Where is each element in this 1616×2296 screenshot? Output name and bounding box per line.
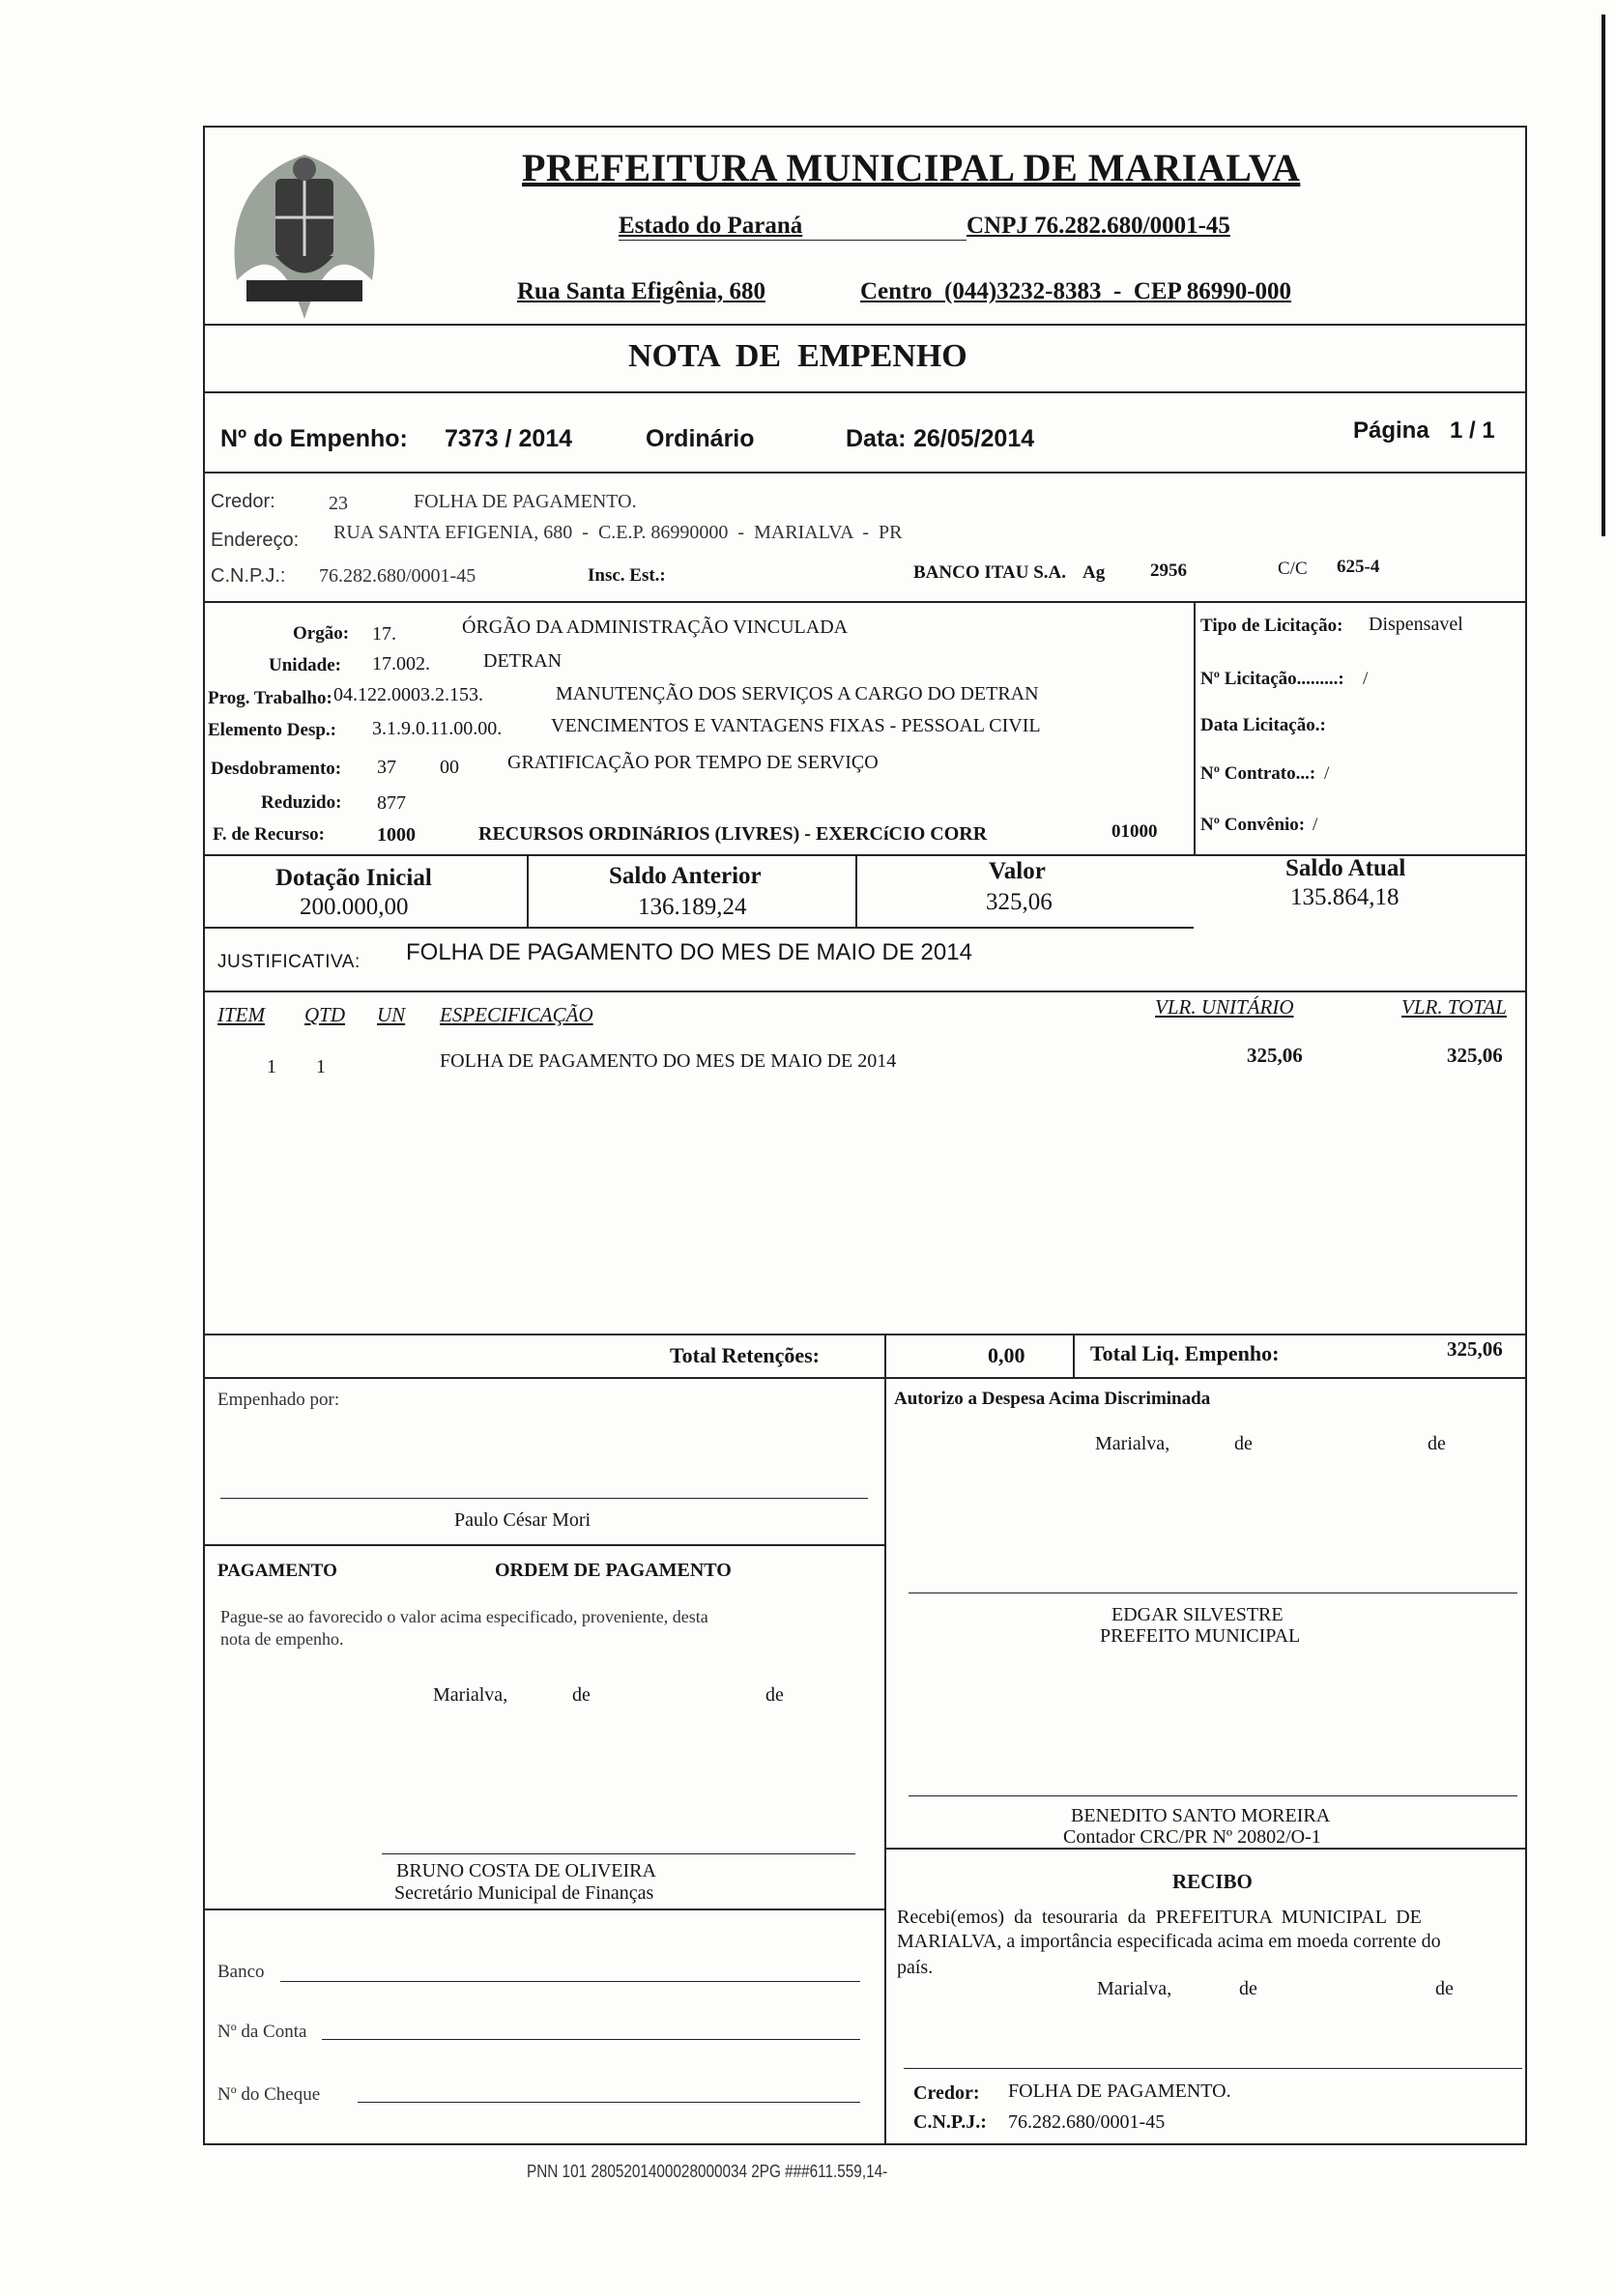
table-cell-qtd: 1 xyxy=(316,1056,326,1077)
divider xyxy=(203,1334,1527,1335)
recurso-code: 1000 xyxy=(377,824,416,846)
divider xyxy=(203,927,1194,929)
divider xyxy=(884,1377,886,2145)
conta-label: Nº da Conta xyxy=(217,2022,307,2042)
credor-name: FOLHA DE PAGAMENTO. xyxy=(414,491,637,512)
recibo-text-1: Recebi(emos) da tesouraria da PREFEITURA MUNICIPAL DE xyxy=(897,1907,1422,1928)
convenio: / xyxy=(1313,815,1318,835)
municipal-crest-icon xyxy=(208,135,401,338)
desdobramento-name: GRATIFICAÇÃO POR TEMPO DE SERVIÇO xyxy=(507,752,879,773)
autorizo-place: Marialva, xyxy=(1095,1433,1170,1454)
recurso-number: 01000 xyxy=(1111,821,1158,842)
prefeito-name: EDGAR SILVESTRE xyxy=(1111,1604,1284,1625)
divider xyxy=(203,601,1527,603)
recibo-place: Marialva, xyxy=(1097,1978,1172,1999)
col-header-especificacao: ESPECIFICAÇÃO xyxy=(440,1003,593,1026)
recibo-cnpj: 76.282.680/0001-45 xyxy=(1008,2111,1166,2133)
licitacao-type: Dispensavel xyxy=(1369,614,1463,635)
ordem-pagamento-label: ORDEM DE PAGAMENTO xyxy=(495,1560,732,1581)
divider xyxy=(527,854,529,927)
dotacao-value: 200.000,00 xyxy=(300,894,409,920)
contract: / xyxy=(1324,763,1330,784)
banco-line xyxy=(280,1981,860,1982)
valor-value: 325,06 xyxy=(986,889,1053,915)
elemento-code: 3.1.9.0.11.00.00. xyxy=(372,718,503,739)
saldo-atual-label: Saldo Atual xyxy=(1285,855,1406,881)
pagamento-text-2: nota de empenho. xyxy=(220,1629,344,1649)
pagamento-place: Marialva, xyxy=(433,1684,508,1706)
orgao-label: Orgão: xyxy=(293,623,350,644)
reduzido: 877 xyxy=(377,792,406,814)
table-cell-vlr-unitario: 325,06 xyxy=(1247,1044,1303,1067)
elemento-name: VENCIMENTOS E VANTAGENS FIXAS - PESSOAL CIVIL xyxy=(551,715,1041,736)
col-header-vlr-total: VLR. TOTAL xyxy=(1401,995,1507,1019)
recibo-de-2: de xyxy=(1435,1978,1454,1999)
page-label: Página xyxy=(1353,417,1429,444)
divider xyxy=(203,1909,884,1910)
empenho-number: 7373 / 2014 xyxy=(445,425,573,452)
signature-line xyxy=(382,1853,855,1854)
secretario-title: Secretário Municipal de Finanças xyxy=(394,1882,654,1904)
page-number: 1 / 1 xyxy=(1450,417,1495,444)
desdobramento-code: 37 xyxy=(377,757,396,778)
header-street: Rua Santa Efigênia, 680 xyxy=(517,278,765,304)
autorizo-de-2: de xyxy=(1428,1433,1446,1454)
saldo-anterior-value: 136.189,24 xyxy=(638,894,747,920)
retencoes-value: 0,00 xyxy=(988,1343,1025,1367)
contador-name: BENEDITO SANTO MOREIRA xyxy=(1071,1805,1331,1826)
recibo-signature-line xyxy=(904,2068,1522,2069)
autorizo-text: Autorizo a Despesa Acima Discriminada xyxy=(894,1389,1211,1409)
account-label: C/C xyxy=(1278,559,1308,579)
col-header-un: UN xyxy=(377,1003,406,1026)
empenho-date: 26/05/2014 xyxy=(913,425,1035,452)
divider xyxy=(884,1334,886,1377)
unidade-name: DETRAN xyxy=(483,650,563,672)
signature-line xyxy=(220,1498,868,1499)
divider xyxy=(1073,1334,1075,1377)
dotacao-label: Dotação Inicial xyxy=(275,865,432,891)
recurso-name: RECURSOS ORDINáRIOS (LIVRES) - EXERCíCIO CORR xyxy=(478,823,988,845)
divider xyxy=(203,472,1527,474)
table-cell-vlr-total: 325,06 xyxy=(1447,1044,1503,1067)
banco-label: Banco xyxy=(217,1962,265,1982)
licitacao-number: / xyxy=(1363,669,1369,689)
contador-title: Contador CRC/PR Nº 20802/O-1 xyxy=(1063,1826,1321,1848)
cheque-line xyxy=(358,2102,860,2103)
licitacao-number-label: Nº Licitação.........: xyxy=(1200,669,1344,689)
saldo-atual-value: 135.864,18 xyxy=(1290,884,1400,910)
licitacao-type-label: Tipo de Licitação: xyxy=(1200,616,1343,636)
credor-label: Credor: xyxy=(211,491,275,512)
header-rule-1 xyxy=(619,240,967,241)
licitacao-date-label: Data Licitação.: xyxy=(1200,715,1326,735)
account: 625-4 xyxy=(1337,557,1380,577)
divider xyxy=(203,1377,1527,1379)
cheque-label: Nº do Cheque xyxy=(217,2084,321,2105)
unidade-label: Unidade: xyxy=(269,655,341,675)
empenho-type: Ordinário xyxy=(646,425,755,452)
divider xyxy=(203,1544,884,1546)
bank-name: BANCO ITAU S.A. xyxy=(913,562,1067,583)
recibo-title: RECIBO xyxy=(1172,1870,1253,1893)
recibo-credor: FOLHA DE PAGAMENTO. xyxy=(1008,2081,1231,2102)
prog-code: 04.122.0003.2.153. xyxy=(333,684,483,705)
saldo-anterior-label: Saldo Anterior xyxy=(609,863,762,889)
scan-edge-mark xyxy=(1602,14,1605,536)
credor-code: 23 xyxy=(329,493,348,514)
footer-code: PNN 101 2805201400028000034 2PG ###611.559,14- xyxy=(527,2162,888,2181)
col-header-vlr-unitario: VLR. UNITÁRIO xyxy=(1155,995,1294,1019)
contract-label: Nº Contrato...: xyxy=(1200,763,1316,784)
divider xyxy=(855,854,857,927)
convenio-label: Nº Convênio: xyxy=(1200,815,1306,835)
divider xyxy=(203,324,1527,326)
recibo-cnpj-label: C.N.P.J.: xyxy=(913,2111,987,2133)
credor-cnpj: 76.282.680/0001-45 xyxy=(319,565,476,587)
total-liquido-value: 325,06 xyxy=(1447,1337,1503,1361)
reduzido-label: Reduzido: xyxy=(261,792,342,813)
divider xyxy=(203,391,1527,393)
header-state: Estado do Paraná xyxy=(619,213,803,239)
empenhado-name: Paulo César Mori xyxy=(454,1509,592,1531)
prefeito-title: PREFEITO MUNICIPAL xyxy=(1100,1625,1301,1647)
orgao-code: 17. xyxy=(372,623,396,645)
date-label: Data: xyxy=(846,425,907,452)
recibo-text-2: MARIALVA, a importância especificada acima em moeda corrente do xyxy=(897,1931,1441,1952)
unidade-code: 17.002. xyxy=(372,653,430,674)
retencoes-label: Total Retenções: xyxy=(670,1343,820,1367)
header-address: Centro (044)3232-8383 - CEP 86990-000 xyxy=(860,278,1292,304)
empenho-label: Nº do Empenho: xyxy=(220,425,408,452)
divider xyxy=(1194,601,1196,854)
pagamento-label: PAGAMENTO xyxy=(217,1561,337,1581)
agency-label: Ag xyxy=(1082,562,1106,583)
recibo-de-1: de xyxy=(1239,1978,1257,1999)
pagamento-de-1: de xyxy=(572,1684,591,1706)
elemento-label: Elemento Desp.: xyxy=(208,720,336,740)
recibo-credor-label: Credor: xyxy=(913,2082,980,2104)
table-cell-item: 1 xyxy=(267,1056,276,1077)
col-header-qtd: QTD xyxy=(304,1003,346,1026)
conta-line xyxy=(322,2039,860,2040)
valor-label: Valor xyxy=(989,858,1046,884)
col-header-item: ITEM xyxy=(217,1003,265,1026)
recibo-text-3: país. xyxy=(897,1957,934,1978)
desdobramento-sub: 00 xyxy=(440,757,459,778)
orgao-name: ÓRGÃO DA ADMINISTRAÇÃO VINCULADA xyxy=(462,617,849,638)
pagamento-text-1: Pague-se ao favorecido o valor acima especificado, proveniente, desta xyxy=(220,1607,708,1626)
table-cell-especificacao: FOLHA DE PAGAMENTO DO MES DE MAIO DE 2014 xyxy=(440,1050,897,1072)
desdobramento-label: Desdobramento: xyxy=(211,759,342,779)
cnpj-label: C.N.P.J.: xyxy=(211,565,286,587)
insc-label: Insc. Est.: xyxy=(588,565,666,586)
signature-line xyxy=(909,1795,1517,1796)
endereco-label: Endereço: xyxy=(211,530,300,551)
recurso-label: F. de Recurso: xyxy=(213,824,325,845)
prog-name: MANUTENÇÃO DOS SERVIÇOS A CARGO DO DETRAN xyxy=(556,683,1039,704)
pagamento-de-2: de xyxy=(765,1684,784,1706)
agency: 2956 xyxy=(1150,560,1187,581)
autorizo-de-1: de xyxy=(1234,1433,1253,1454)
justificativa-text: FOLHA DE PAGAMENTO DO MES DE MAIO DE 2014 xyxy=(406,939,972,965)
empenhado-label: Empenhado por: xyxy=(217,1390,340,1410)
credor-address: RUA SANTA EFIGENIA, 680 - C.E.P. 86990000 - MARIALVA - PR xyxy=(333,522,903,543)
justificativa-label: JUSTIFICATIVA: xyxy=(217,952,361,972)
header-title: PREFEITURA MUNICIPAL DE MARIALVA xyxy=(522,146,1301,189)
header-cnpj: CNPJ 76.282.680/0001-45 xyxy=(967,213,1230,239)
divider xyxy=(203,990,1527,992)
total-liquido-label: Total Liq. Empenho: xyxy=(1090,1341,1280,1365)
doc-title: NOTA DE EMPENHO xyxy=(628,338,967,374)
prog-label: Prog. Trabalho: xyxy=(208,688,332,708)
secretario-name: BRUNO COSTA DE OLIVEIRA xyxy=(396,1860,656,1881)
divider xyxy=(884,1848,1527,1850)
